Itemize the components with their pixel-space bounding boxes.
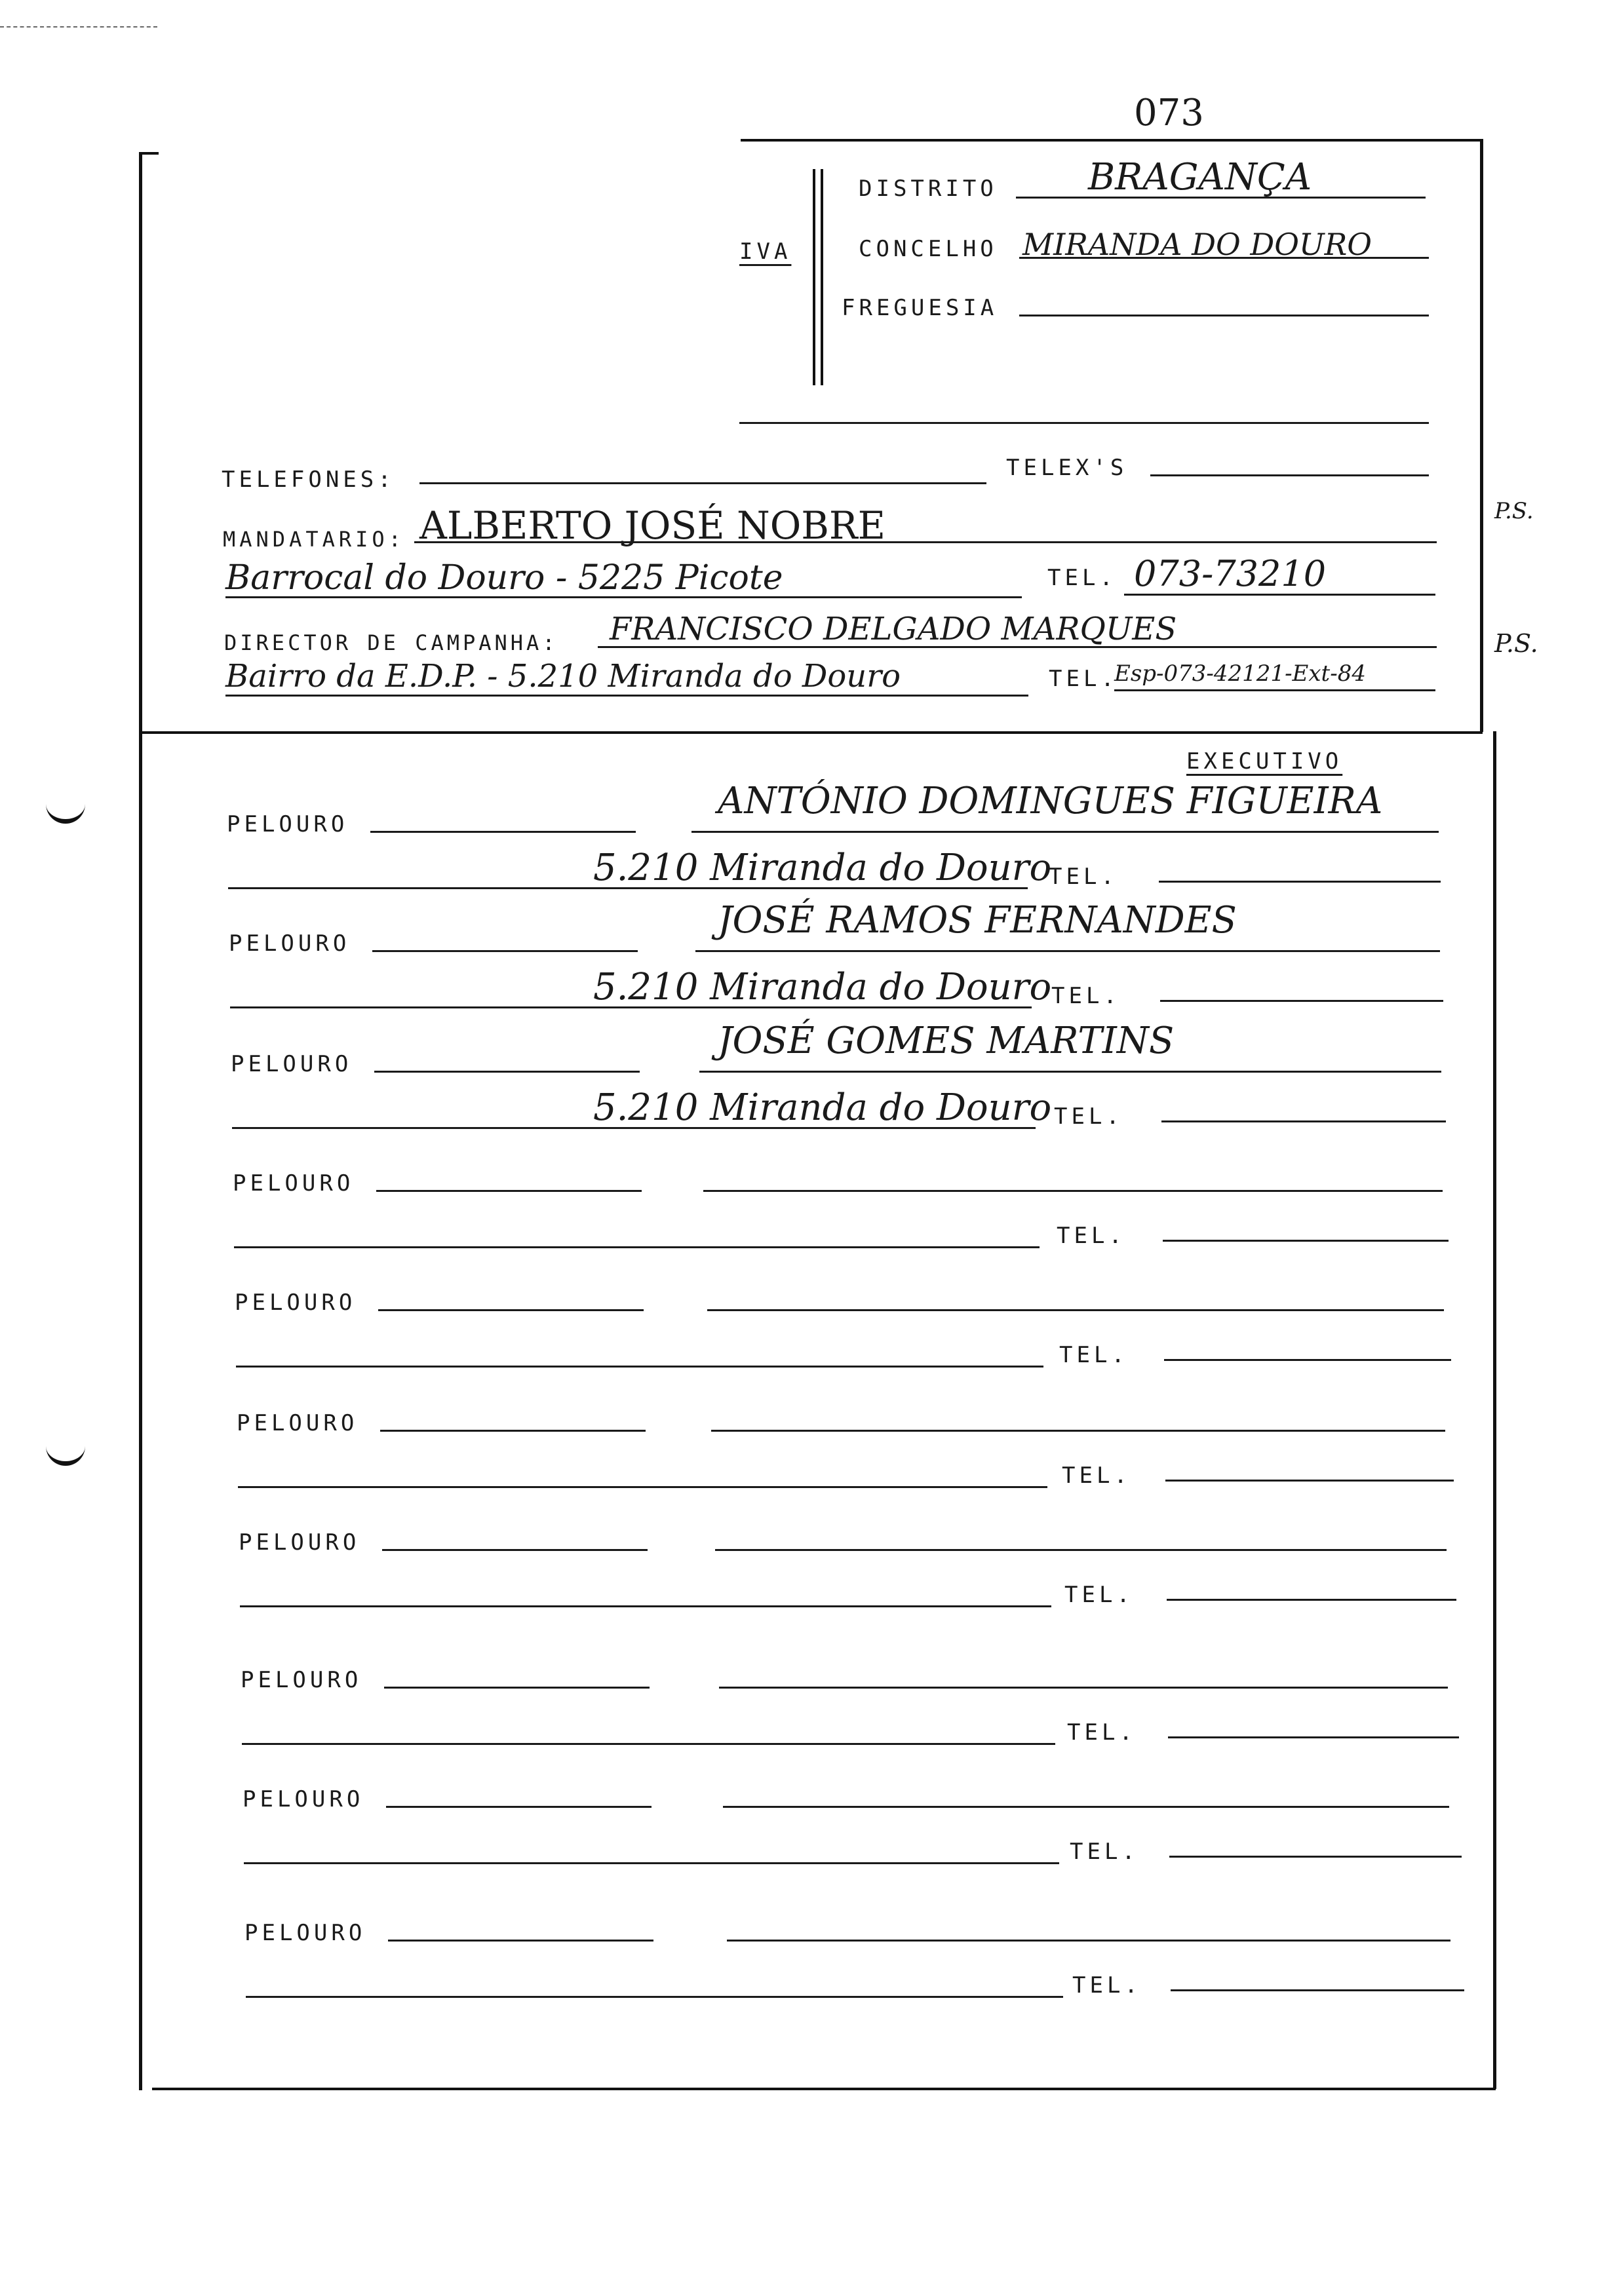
telefones-field-line[interactable] <box>419 482 986 484</box>
form-left-tick <box>139 152 159 155</box>
member-address: 5.210 Miranda do Douro <box>593 847 1052 889</box>
member-name-line[interactable] <box>711 1430 1445 1432</box>
member-tel-line[interactable] <box>1171 1989 1464 1991</box>
punch-hole-mark-lower <box>46 1435 85 1466</box>
member-name-line[interactable] <box>715 1549 1447 1551</box>
member-name: ANTÓNIO DOMINGUES FIGUEIRA <box>718 780 1383 822</box>
pelouro-field-line[interactable] <box>382 1549 648 1551</box>
director-name: FRANCISCO DELGADO MARQUES <box>610 611 1177 647</box>
scan-mark-top <box>0 26 157 28</box>
section-divider <box>139 731 1483 734</box>
pelouro-label: PELOURO <box>233 1170 355 1196</box>
member-name-line[interactable] <box>723 1806 1449 1808</box>
header-blank-line <box>739 422 1429 424</box>
pelouro-field-line[interactable] <box>384 1687 650 1689</box>
member-name-line[interactable] <box>695 950 1440 952</box>
member-tel-label: TEL. <box>1072 1972 1142 1999</box>
member-name: JOSÉ GOMES MARTINS <box>718 1020 1175 1062</box>
executivo-box-bottom <box>152 2088 1496 2090</box>
member-tel-line[interactable] <box>1163 1240 1449 1242</box>
freguesia-field-line[interactable] <box>1019 315 1429 316</box>
member-tel-line[interactable] <box>1161 1120 1446 1122</box>
pelouro-label: PELOURO <box>244 1920 366 1946</box>
mandatario-tel: 073-73210 <box>1134 553 1327 594</box>
concelho-value: MIRANDA DO DOURO <box>1022 227 1372 262</box>
pelouro-field-line[interactable] <box>378 1309 644 1311</box>
executivo-title: EXECUTIVO <box>1186 748 1343 775</box>
margin-note-ps-1: P.S. <box>1494 498 1534 524</box>
member-address-line[interactable] <box>236 1366 1043 1368</box>
member-tel-label: TEL. <box>1062 1463 1131 1489</box>
concelho-label: CONCELHO <box>859 236 998 262</box>
telex-label: TELEX'S <box>1006 455 1128 481</box>
member-tel-label: TEL. <box>1049 864 1118 890</box>
member-tel-label: TEL. <box>1051 983 1121 1009</box>
member-name-line[interactable] <box>719 1687 1448 1689</box>
member-tel-line[interactable] <box>1159 881 1441 883</box>
director-address: Bairro da E.D.P. - 5.210 Miranda do Douro <box>225 658 901 695</box>
pelouro-field-line[interactable] <box>388 1940 653 1942</box>
pelouro-label: PELOURO <box>237 1410 359 1436</box>
telex-field-line[interactable] <box>1150 474 1429 476</box>
member-address-line[interactable] <box>244 1862 1059 1864</box>
pelouro-label: PELOURO <box>231 1051 353 1077</box>
member-name-line[interactable] <box>691 831 1439 833</box>
pelouro-field-line[interactable] <box>380 1430 646 1432</box>
pelouro-field-line[interactable] <box>370 831 636 833</box>
member-address-line[interactable] <box>234 1246 1040 1248</box>
mandatario-address-line[interactable] <box>225 596 1022 598</box>
director-address-line[interactable] <box>225 695 1028 697</box>
member-address: 5.210 Miranda do Douro <box>593 966 1052 1008</box>
member-tel-line[interactable] <box>1160 1000 1443 1002</box>
header-box-top <box>741 139 1481 142</box>
member-address-line[interactable] <box>228 887 1028 889</box>
member-tel-label: TEL. <box>1054 1103 1123 1130</box>
pelouro-field-line[interactable] <box>386 1806 652 1808</box>
telefones-label: TELEFONES: <box>222 467 395 493</box>
member-name: JOSÉ RAMOS FERNANDES <box>718 899 1237 942</box>
member-name-line[interactable] <box>727 1940 1450 1942</box>
pelouro-field-line[interactable] <box>374 1071 640 1073</box>
director-name-line[interactable] <box>598 646 1437 648</box>
member-tel-label: TEL. <box>1059 1342 1129 1368</box>
member-tel-line[interactable] <box>1168 1736 1459 1738</box>
member-tel-label: TEL. <box>1070 1839 1139 1865</box>
pelouro-label: PELOURO <box>235 1290 357 1316</box>
member-address-line[interactable] <box>246 1996 1063 1998</box>
member-name-line[interactable] <box>707 1309 1444 1311</box>
director-tel-line[interactable] <box>1114 689 1435 691</box>
member-address: 5.210 Miranda do Douro <box>593 1086 1052 1129</box>
director-label: DIRECTOR DE CAMPANHA: <box>224 630 558 655</box>
mandatario-name-line[interactable] <box>414 541 1437 543</box>
member-tel-label: TEL. <box>1064 1582 1134 1608</box>
director-tel: Esp-073-42121-Ext-84 <box>1114 660 1366 687</box>
director-tel-label: TEL. <box>1049 666 1118 692</box>
member-tel-label: TEL. <box>1067 1719 1137 1746</box>
mandatario-address: Barrocal do Douro - 5225 Picote <box>225 558 783 598</box>
mandatario-tel-line[interactable] <box>1124 594 1435 596</box>
pelouro-label: PELOURO <box>239 1529 360 1556</box>
pelouro-label: PELOURO <box>243 1786 364 1812</box>
pelouro-label: PELOURO <box>241 1667 362 1693</box>
pelouro-label: PELOURO <box>227 811 349 837</box>
distrito-value: BRAGANÇA <box>1088 156 1312 199</box>
punch-hole-mark-upper <box>46 793 85 824</box>
page-number: 073 <box>1134 92 1204 134</box>
distrito-label: DISTRITO <box>859 176 998 202</box>
executivo-box-right <box>1493 731 1496 2089</box>
member-address-line[interactable] <box>238 1486 1047 1488</box>
member-tel-label: TEL. <box>1057 1223 1126 1249</box>
pelouro-label: PELOURO <box>229 930 351 957</box>
iva-label: IVA <box>739 239 792 265</box>
mandatario-label: MANDATARIO: <box>223 527 405 552</box>
member-name-line[interactable] <box>703 1190 1443 1192</box>
pelouro-field-line[interactable] <box>376 1190 642 1192</box>
form-left-edge <box>139 152 142 2090</box>
pelouro-field-line[interactable] <box>372 950 638 952</box>
member-address-line[interactable] <box>242 1743 1055 1745</box>
freguesia-label: FREGUESIA <box>842 295 998 321</box>
mandatario-name: ALBERTO JOSÉ NOBRE <box>419 503 885 548</box>
member-address-line[interactable] <box>240 1605 1051 1607</box>
member-tel-line[interactable] <box>1167 1599 1456 1601</box>
member-tel-line[interactable] <box>1164 1359 1451 1361</box>
member-address-line[interactable] <box>230 1006 1032 1008</box>
member-name-line[interactable] <box>699 1071 1441 1073</box>
member-tel-line[interactable] <box>1165 1480 1454 1482</box>
member-tel-line[interactable] <box>1169 1856 1462 1858</box>
member-address-line[interactable] <box>232 1127 1036 1129</box>
margin-note-ps-2: P.S. <box>1494 629 1538 658</box>
iva-double-bar <box>813 169 823 385</box>
header-box-right <box>1480 139 1483 732</box>
mandatario-tel-label: TEL. <box>1047 565 1117 591</box>
